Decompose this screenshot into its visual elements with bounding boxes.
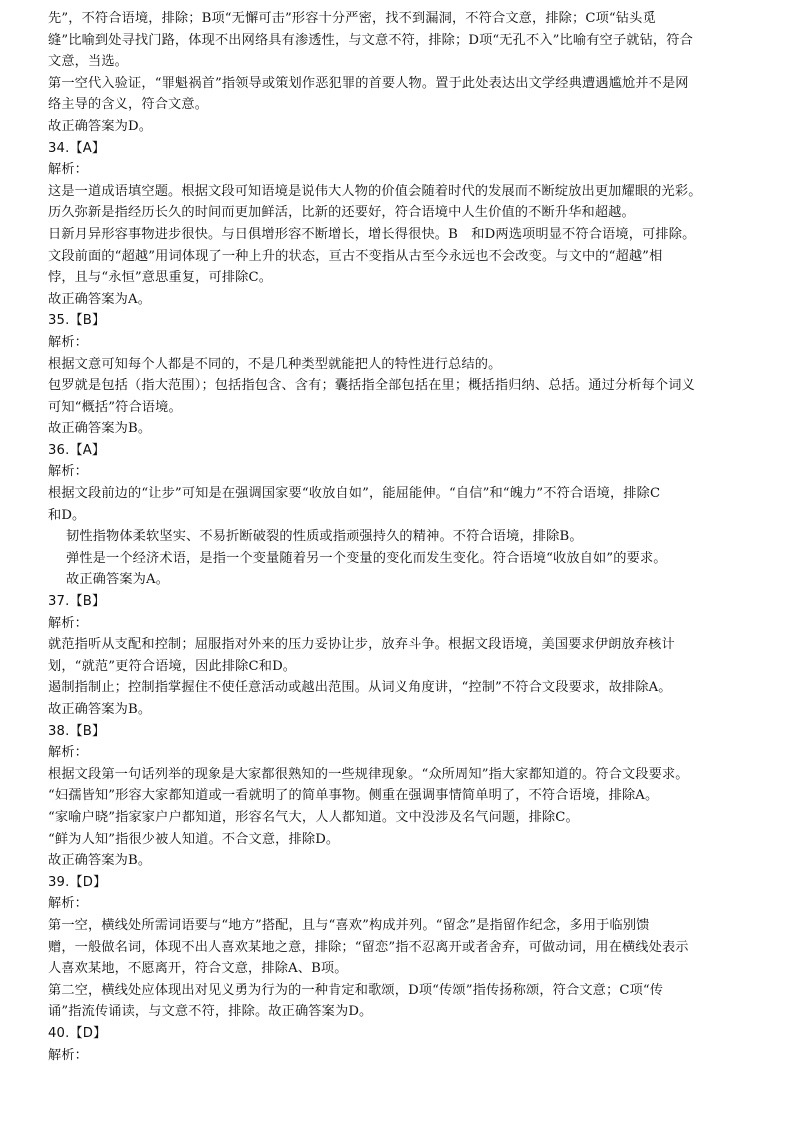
analysis-label: 解析： <box>48 1047 89 1063</box>
answer-line: 故正确答案为A。 <box>66 572 170 588</box>
text-line: 赠，一般做名词，体现不出人喜欢某地之意，排除；“留恋”指不忍离开或者舍弃，可做动词，用在横线处表示 <box>48 939 689 955</box>
text-line: 历久弥新是指经历长久的时间而更加鲜活，比新的还要好，符合语境中人生价值的不断升华和超越。 <box>48 205 635 221</box>
analysis-label: 解析： <box>48 162 89 178</box>
text-line: 根据文意可知每个人都是不同的，不是几种类型就能把人的特性进行总结的。 <box>48 356 502 372</box>
text-line: 络主导的含义，符合文意。 <box>48 97 209 113</box>
analysis-label: 解析： <box>48 745 89 761</box>
text-line: 第一空代入验证，“罪魁祸首”指领导或策划作恶犯罪的首要人物。置于此处表达出文学经典遭遇尴尬并不是网 <box>48 75 689 91</box>
text-line: 第二空，横线处应体现出对见义勇为行为的一种肯定和歌颂，D项“传颂”指传扬称颂，符合文意；C项“传 <box>48 982 664 998</box>
answer-line: 故正确答案为B。 <box>48 421 152 437</box>
text-line: 日新月异形容事物进步很快。与日俱增形容不断增长，增长得很快。B 和D两选项明显不符合语境，可排除。 <box>48 226 696 242</box>
question-number: 35.【B】 <box>48 313 106 329</box>
analysis-label: 解析： <box>48 334 89 350</box>
text-line: 先”，不符合语境，排除；B项“无懈可击”形容十分严密，找不到漏洞，不符合文意，排除；C项“钻头觅 <box>48 11 656 26</box>
text-line: “鲜为人知”指很少被人知道。不合文意，排除D。 <box>48 831 340 847</box>
text-line: 文段前面的“超越”用词体现了一种上升的状态，亘古不变指从古至今永远也不会改变。与文中的“超越”相 <box>48 248 663 264</box>
text-line: 这是一道成语填空题。根据文段可知语境是说伟大人物的价值会随着时代的发展而不断绽放出更加耀眼的光彩。 <box>48 183 702 199</box>
text-line: 人喜欢某地，不愿离开，符合文意，排除A、B项。 <box>48 961 348 977</box>
text-line: 遏制指制止；控制指掌握住不使任意活动或越出范围。从词义角度讲，“控制”不符合文段要求，故排除A。 <box>48 680 672 696</box>
text-line: 和D。 <box>48 507 86 523</box>
question-number: 34.【A】 <box>48 140 106 156</box>
text-line: “家喻户晓”指家家户户都知道，形容名气大，人人都知道。文中没涉及名气问题，排除C。 <box>48 809 579 825</box>
answer-line: 故正确答案为A。 <box>48 291 152 307</box>
question-number: 40.【D】 <box>48 1025 107 1041</box>
answer-line: 故正确答案为D。 <box>48 118 153 134</box>
analysis-label: 解析： <box>48 615 89 631</box>
text-line: 韧性指物体柔软坚实、不易折断破裂的性质或指顽强持久的精神。不符合语境，排除B。 <box>66 529 583 545</box>
text-line: 划，“就范”更符合语境，因此排除C和D。 <box>48 658 297 674</box>
text-line: 文意，当选。 <box>48 54 129 70</box>
question-number: 38.【B】 <box>48 723 106 739</box>
text-line: 根据文段前边的“让步”可知是在强调国家要“收放自如”，能屈能伸。“自信”和“魄力”不符合语境，排除C <box>48 486 661 502</box>
analysis-label: 解析： <box>48 464 89 480</box>
answer-line: 故正确答案为B。 <box>48 853 152 869</box>
analysis-label: 解析： <box>48 896 89 912</box>
question-number: 36.【A】 <box>48 442 106 458</box>
text-line: 第一空，横线处所需词语要与“地方”搭配，且与“喜欢”构成并列。“留念”是指留作纪念，多用于临别馈 <box>48 917 650 933</box>
answer-line: 故正确答案为B。 <box>48 702 152 717</box>
question-number: 37.【B】 <box>48 594 106 610</box>
text-line: 可知“概括”符合语境。 <box>48 399 182 415</box>
text-line: 缝”比喻到处寻找门路，体现不出网络具有渗透性，与文意不符，排除；D项“无孔不入”比喻有空子就钻，符合 <box>48 32 693 48</box>
text-line: 诵”指流传诵读，与文意不符，排除。故正确答案为D。 <box>48 1004 373 1020</box>
question-number: 39.【D】 <box>48 874 107 890</box>
text-line: 根据文段第一句话列举的现象是大家都很熟知的一些规律现象。“众所周知”指大家都知道的。符合文段要求。 <box>48 766 689 782</box>
text-line: 包罗就是包括（指大范围）；包括指包含、含有；囊括指全部包括在里；概括指归纳、总括。通过分析每个词义 <box>48 378 695 394</box>
document-page <box>48 8 760 1066</box>
text-line: 悖，且与“永恒”意思重复，可排除C。 <box>48 270 273 286</box>
text-line: 弹性是一个经济术语，是指一个变量随着另一个变量的变化而发生变化。符合语境“收放自如”的要求。 <box>66 550 667 566</box>
text-line: “妇孺皆知”形容大家都知道或一看就明了的简单事物。侧重在强调事情简单明了，不符合语境，排除A。 <box>48 788 659 804</box>
text-line: 就范指听从支配和控制；屈服指对外来的压力妥协让步，放弃斗争。根据文段语境，美国要求伊朗放弃核计 <box>48 637 675 653</box>
